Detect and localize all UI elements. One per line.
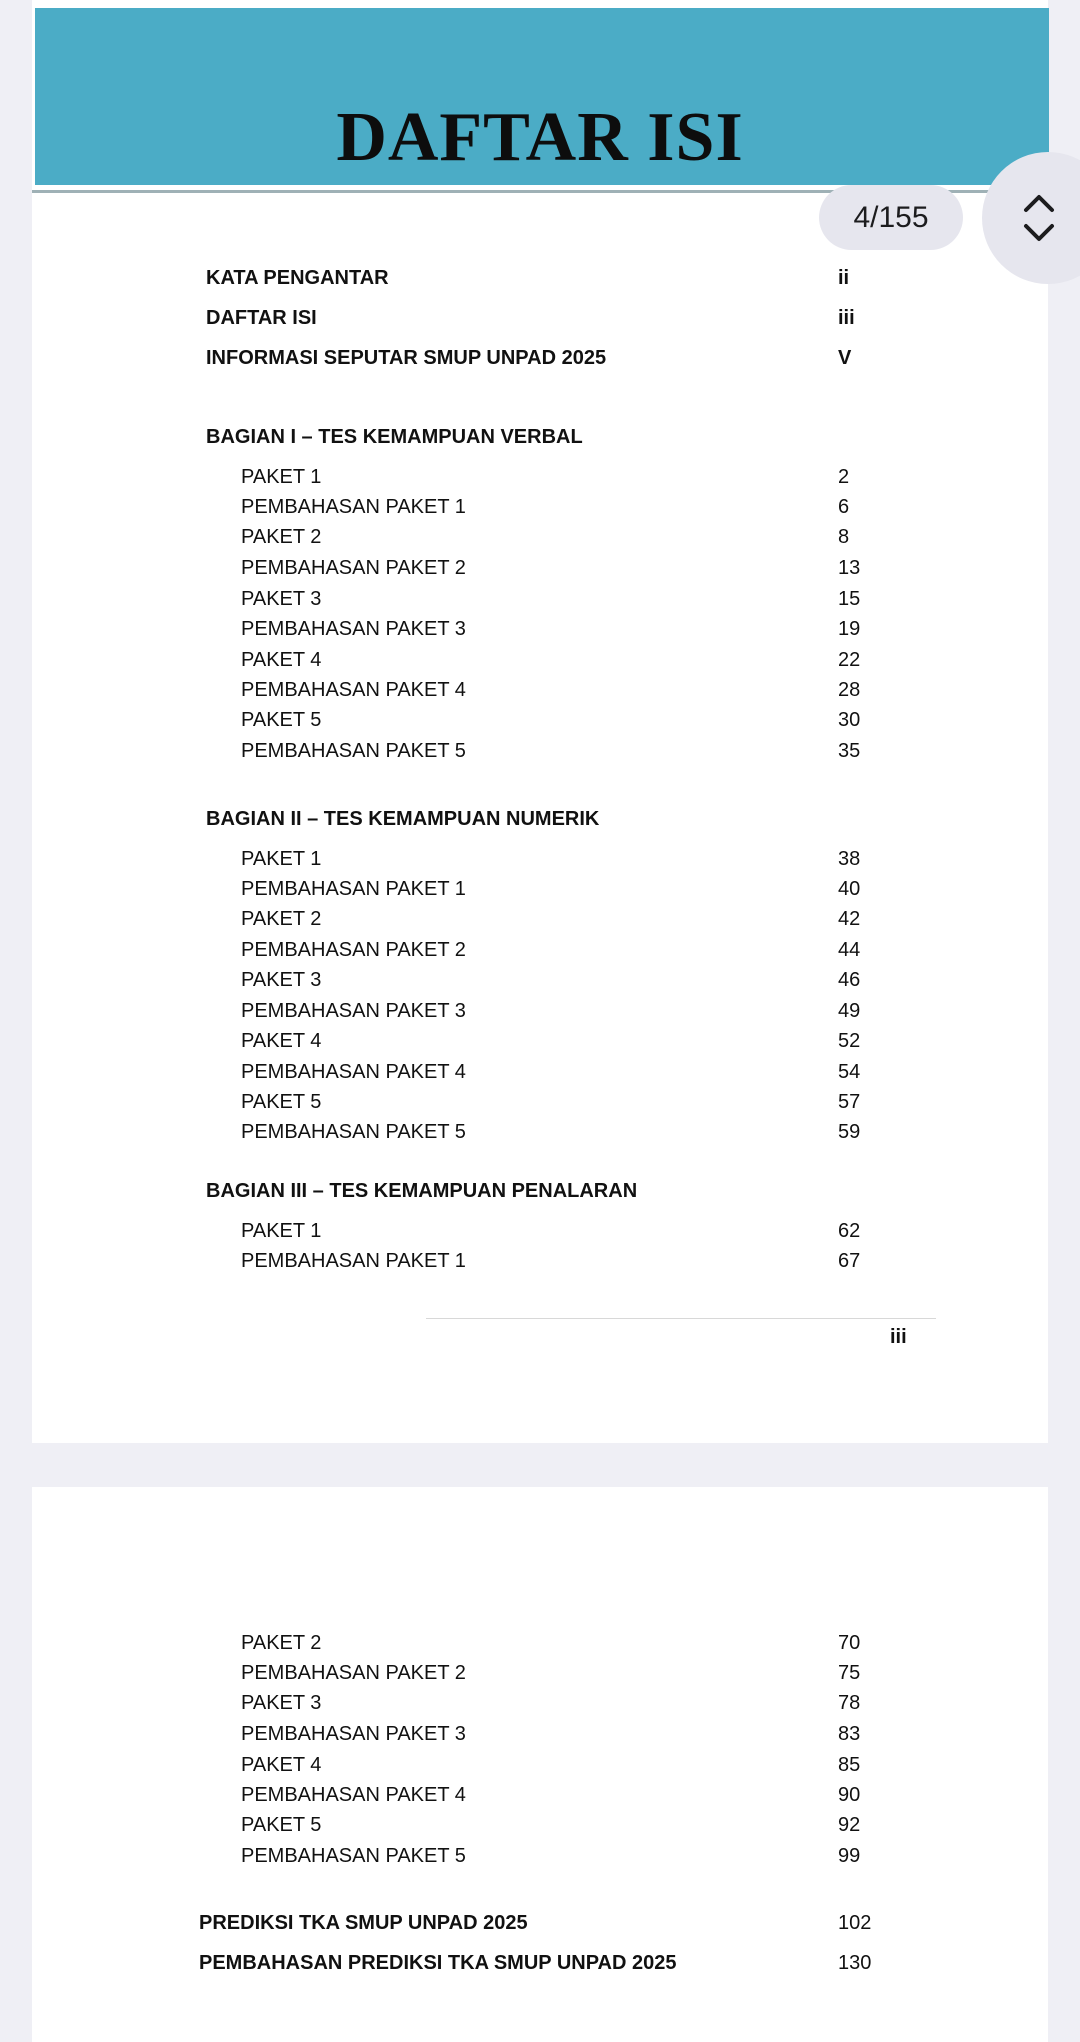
- footer-divider: [426, 1318, 936, 1319]
- toc-item-label: PAKET 4: [241, 649, 322, 671]
- toc-item-label: PEMBAHASAN PAKET 5: [241, 740, 466, 762]
- toc-item-page: 42: [838, 908, 861, 930]
- toc-item-label: PAKET 1: [241, 466, 322, 488]
- toc-item[interactable]: [32, 1658, 1048, 1688]
- toc-item-page: 30: [838, 709, 861, 731]
- toc-item[interactable]: [32, 844, 1048, 874]
- toc-item-label: PEMBAHASAN PAKET 1: [241, 1250, 466, 1272]
- toc-item-label: PEMBAHASAN PAKET 5: [241, 1121, 466, 1143]
- toc-item[interactable]: [32, 614, 1048, 644]
- table-of-contents-continued: [32, 1487, 1048, 2042]
- toc-item-page: 57: [838, 1091, 861, 1113]
- toc-entry[interactable]: [32, 343, 1048, 373]
- toc-item-page: 2: [838, 466, 850, 488]
- toc-item[interactable]: [32, 705, 1048, 735]
- toc-item-label: PEMBAHASAN PAKET 3: [241, 1723, 466, 1745]
- toc-item[interactable]: [32, 736, 1048, 766]
- toc-item[interactable]: [32, 522, 1048, 552]
- page-counter: 4/155: [819, 185, 963, 250]
- toc-item[interactable]: [32, 965, 1048, 995]
- toc-item-label: PEMBAHASAN PAKET 3: [241, 1000, 466, 1022]
- toc-item-page: 38: [838, 848, 861, 870]
- toc-item[interactable]: [32, 462, 1048, 492]
- toc-item-page: 90: [838, 1784, 861, 1806]
- toc-item-label: PAKET 3: [241, 969, 322, 991]
- toc-item-page: 35: [838, 740, 861, 762]
- toc-item-page: 62: [838, 1220, 861, 1242]
- toc-item-label: PEMBAHASAN PAKET 4: [241, 1784, 466, 1806]
- toc-item-page: 28: [838, 679, 861, 701]
- toc-item-label: PAKET 3: [241, 1692, 322, 1714]
- toc-item-page: 19: [838, 618, 861, 640]
- toc-item-label: PEMBAHASAN PAKET 5: [241, 1845, 466, 1867]
- toc-item[interactable]: [32, 675, 1048, 705]
- toc-entry[interactable]: [32, 263, 1048, 293]
- toc-item-page: 49: [838, 1000, 861, 1022]
- toc-item-label: PAKET 5: [241, 1091, 322, 1113]
- toc-item-page: 92: [838, 1814, 861, 1836]
- toc-item-page: 54: [838, 1061, 861, 1083]
- toc-item-label: PAKET 5: [241, 709, 322, 731]
- toc-item[interactable]: [32, 492, 1048, 522]
- toc-item-page: 78: [838, 1692, 861, 1714]
- page-nav-svg: [982, 152, 1080, 284]
- toc-item-page: 85: [838, 1754, 861, 1776]
- toc-item[interactable]: [32, 1780, 1048, 1810]
- toc-entry-page: ii: [838, 267, 850, 289]
- toc-item[interactable]: [32, 1688, 1048, 1718]
- toc-item-label: PEMBAHASAN PAKET 2: [241, 557, 466, 579]
- toc-item[interactable]: [32, 1087, 1048, 1117]
- toc-entry[interactable]: [32, 303, 1048, 333]
- page-title: DAFTAR ISI: [336, 99, 744, 176]
- toc-item-label: PEMBAHASAN PAKET 3: [241, 618, 466, 640]
- toc-entry-page: V: [838, 347, 852, 369]
- toc-entry-page: iii: [838, 307, 855, 329]
- toc-item-label: PAKET 2: [241, 526, 322, 548]
- toc-item[interactable]: [32, 996, 1048, 1026]
- toc-item-label: PEMBAHASAN PAKET 4: [241, 1061, 466, 1083]
- toc-item[interactable]: [32, 1841, 1048, 1871]
- toc-item-label: PAKET 4: [241, 1030, 322, 1052]
- toc-entry-label: DAFTAR ISI: [206, 307, 317, 329]
- toc-item-page: 83: [838, 1723, 861, 1745]
- toc-item[interactable]: [32, 1117, 1048, 1147]
- toc-entry-page: 102: [838, 1912, 872, 1934]
- toc-item[interactable]: [32, 935, 1048, 965]
- toc-section-heading[interactable]: [32, 1176, 1048, 1206]
- toc-entry-page: 130: [838, 1952, 872, 1974]
- toc-item-label: PAKET 5: [241, 1814, 322, 1836]
- toc-item[interactable]: [32, 584, 1048, 614]
- toc-item-label: PAKET 2: [241, 1632, 322, 1654]
- toc-item-label: PAKET 2: [241, 908, 322, 930]
- toc-item-label: PAKET 3: [241, 588, 322, 610]
- chevron-down-icon[interactable]: [1022, 218, 1072, 254]
- page-navigator[interactable]: [982, 152, 1080, 284]
- toc-item[interactable]: [32, 904, 1048, 934]
- toc-item-label: PAKET 1: [241, 848, 322, 870]
- toc-item[interactable]: [32, 1628, 1048, 1658]
- toc-entry-label: INFORMASI SEPUTAR SMUP UNPAD 2025: [206, 347, 607, 369]
- section-title: BAGIAN III – TES KEMAMPUAN PENALARAN: [206, 1180, 638, 1202]
- toc-item-page: 75: [838, 1662, 861, 1684]
- toc-entry-label: PREDIKSI TKA SMUP UNPAD 2025: [199, 1912, 528, 1934]
- toc-item-label: PAKET 1: [241, 1220, 322, 1242]
- toc-entry[interactable]: [32, 1908, 1048, 1938]
- toc-item[interactable]: [32, 1810, 1048, 1840]
- toc-item[interactable]: [32, 1057, 1048, 1087]
- toc-item-page: 59: [838, 1121, 861, 1143]
- toc-item[interactable]: [32, 1246, 1048, 1276]
- toc-item-page: 99: [838, 1845, 861, 1867]
- toc-item[interactable]: [32, 1216, 1048, 1246]
- toc-item-page: 40: [838, 878, 861, 900]
- toc-item-page: 67: [838, 1250, 861, 1272]
- toc-item-label: PEMBAHASAN PAKET 2: [241, 1662, 466, 1684]
- toc-item[interactable]: [32, 1026, 1048, 1056]
- toc-item-label: PEMBAHASAN PAKET 4: [241, 679, 466, 701]
- toc-item[interactable]: [32, 553, 1048, 583]
- toc-section-heading[interactable]: [32, 804, 1048, 834]
- toc-item[interactable]: [32, 874, 1048, 904]
- toc-item-label: PEMBAHASAN PAKET 1: [241, 496, 466, 518]
- toc-item-label: PEMBAHASAN PAKET 2: [241, 939, 466, 961]
- toc-entry-label: PEMBAHASAN PREDIKSI TKA SMUP UNPAD 2025: [199, 1952, 677, 1974]
- toc-item[interactable]: [32, 1750, 1048, 1780]
- document-page-2: [32, 1487, 1048, 2042]
- toc-item-label: PAKET 4: [241, 1754, 322, 1776]
- page-number: iii: [890, 1326, 907, 1348]
- toc-item-label: PEMBAHASAN PAKET 1: [241, 878, 466, 900]
- toc-item-page: 22: [838, 649, 861, 671]
- toc-item[interactable]: [32, 645, 1048, 675]
- toc-section-heading[interactable]: [32, 422, 1048, 452]
- chevron-up-icon[interactable]: [1022, 182, 1072, 218]
- toc-item-page: 52: [838, 1030, 861, 1052]
- section-title: BAGIAN I – TES KEMAMPUAN VERBAL: [206, 426, 583, 448]
- toc-item-page: 70: [838, 1632, 861, 1654]
- toc-item-page: 46: [838, 969, 861, 991]
- toc-item[interactable]: [32, 1719, 1048, 1749]
- toc-item-page: 8: [838, 526, 850, 548]
- toc-entry[interactable]: [32, 1948, 1048, 1978]
- toc-item-page: 6: [838, 496, 850, 518]
- toc-item-page: 13: [838, 557, 861, 579]
- toc-item-page: 44: [838, 939, 861, 961]
- section-title: BAGIAN II – TES KEMAMPUAN NUMERIK: [206, 808, 600, 830]
- toc-entry-label: KATA PENGANTAR: [206, 267, 389, 289]
- toc-item-page: 15: [838, 588, 861, 610]
